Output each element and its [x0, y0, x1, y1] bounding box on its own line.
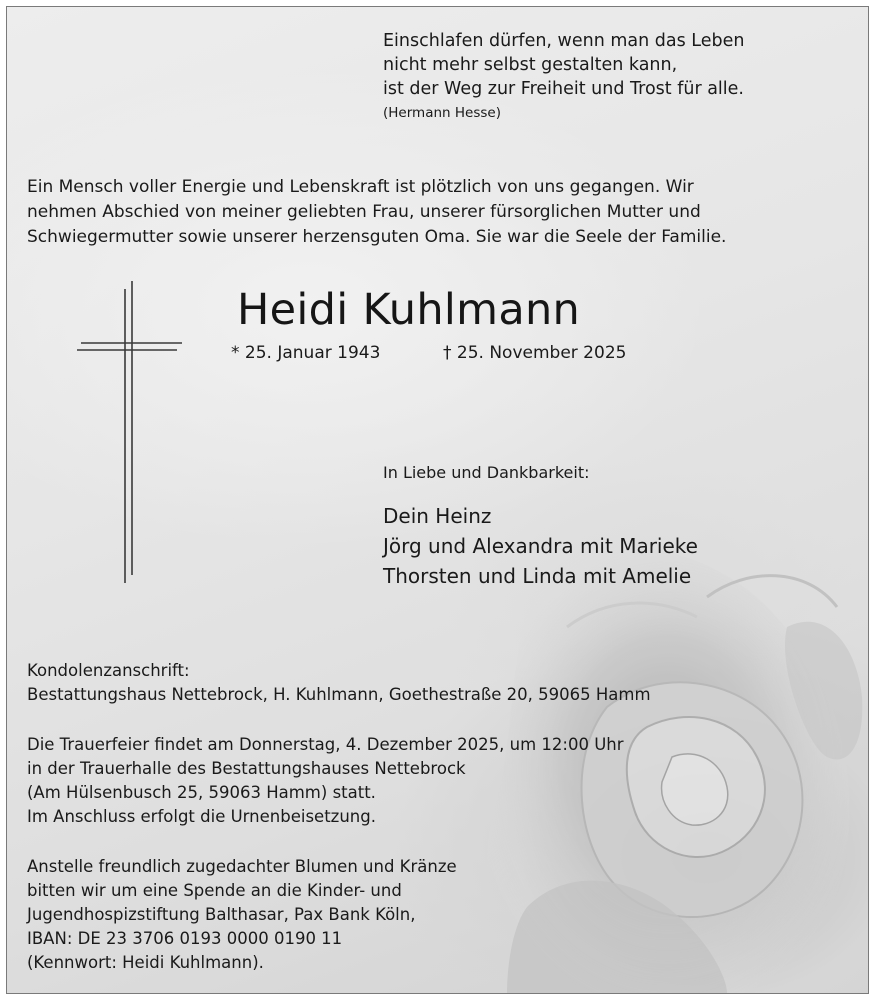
donation-line: (Kennwort: Heidi Kuhlmann).: [27, 953, 264, 972]
funeral-line: Die Trauerfeier findet am Donnerstag, 4. Dezember 2025, um 12:00 Uhr: [27, 735, 624, 754]
mourner: Dein Heinz: [383, 504, 492, 528]
donation-line: IBAN: DE 23 3706 0193 0000 0190 11: [27, 929, 343, 948]
funeral-line: Im Anschluss erfolgt die Urnenbeisetzung.: [27, 807, 376, 826]
quote-line: Einschlafen dürfen, wenn man das Leben: [383, 31, 745, 51]
mourners-heading: In Liebe und Dankbarkeit:: [383, 463, 590, 482]
quote: [383, 29, 744, 101]
condolence-line: Bestattungshaus Nettebrock, H. Kuhlmann, Goethestraße 20, 59065 Hamm: [27, 685, 651, 704]
funeral-line: in der Trauerhalle des Bestattungshauses Nettebrock: [27, 759, 466, 778]
condolence-address: [27, 659, 651, 707]
quote-line: ist der Weg zur Freiheit und Trost für alle.: [383, 79, 744, 99]
birth-date: * 25. Januar 1943: [231, 343, 381, 363]
donation-line: bitten wir um eine Spende an die Kinder- und: [27, 881, 402, 900]
mourner: Jörg und Alexandra mit Marieke: [383, 534, 698, 558]
quote-author: (Hermann Hesse): [383, 105, 501, 121]
intro-line: Ein Mensch voller Energie und Lebenskraft ist plötzlich von uns gegangen. Wir: [27, 177, 694, 197]
mourners-list: [383, 501, 698, 591]
cross-icon: [7, 7, 207, 607]
intro-line: Schwiegermutter sowie unserer herzensguten Oma. Sie war die Seele der Familie.: [27, 227, 727, 247]
mourner: Thorsten und Linda mit Amelie: [383, 564, 692, 588]
donation-info: [27, 855, 457, 975]
intro-text: [27, 175, 857, 250]
intro-line: nehmen Abschied von meiner geliebten Frau, unserer fürsorglichen Mutter und: [27, 202, 701, 222]
death-date: † 25. November 2025: [443, 343, 627, 363]
quote-line: nicht mehr selbst gestalten kann,: [383, 55, 678, 75]
obituary-notice: [6, 6, 869, 994]
funeral-line: (Am Hülsenbusch 25, 59063 Hamm) statt.: [27, 783, 376, 802]
condolence-line: Kondolenzanschrift:: [27, 661, 190, 680]
deceased-name: Heidi Kuhlmann: [237, 285, 581, 335]
donation-line: Anstelle freundlich zugedachter Blumen und Kränze: [27, 857, 457, 876]
donation-line: Jugendhospizstiftung Balthasar, Pax Bank Köln,: [27, 905, 416, 924]
funeral-info: [27, 733, 624, 829]
